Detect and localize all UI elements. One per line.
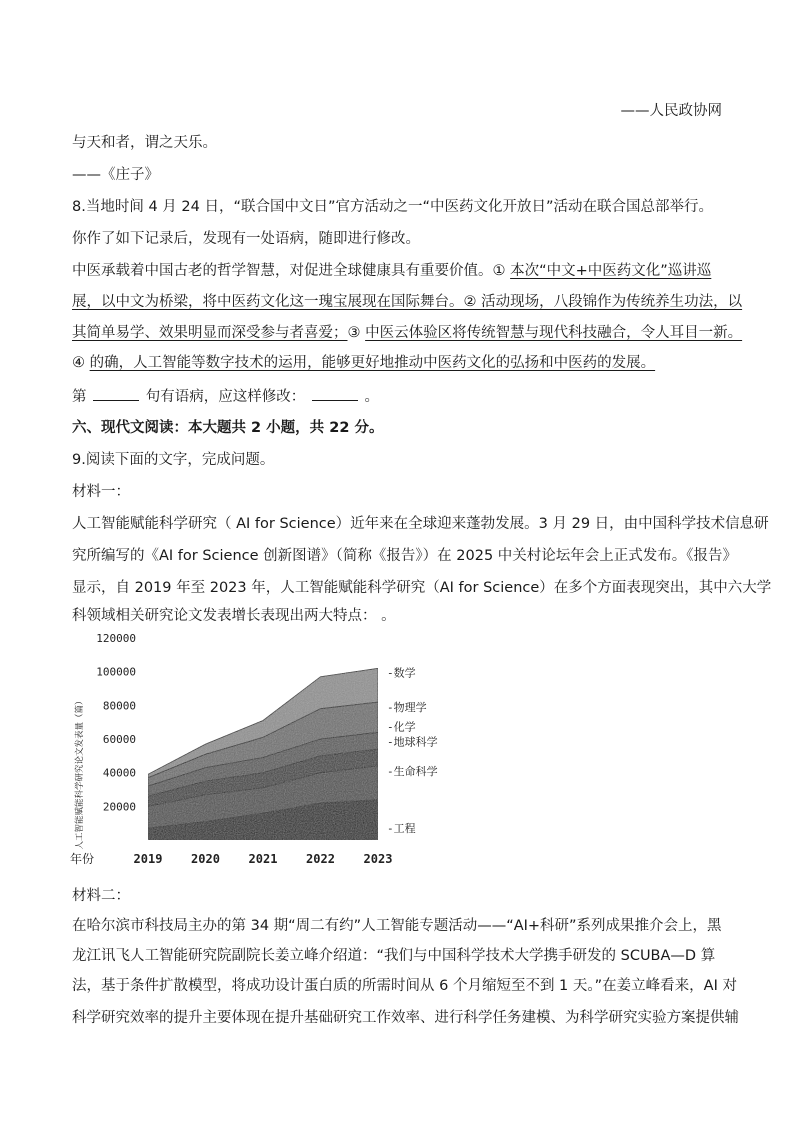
q8-p3-plain: ③	[347, 325, 366, 341]
series-label-地球科学: -地球科学	[387, 735, 438, 749]
material-2-line-4: 科学研究效率的提升主要体现在提升基础研究工作效率、进行科学任务建模、为科学研究实验方案提供辅	[72, 1010, 739, 1026]
series-label-化学: -化学	[387, 720, 416, 734]
source-line: ——人民政协网	[620, 103, 722, 119]
q8-paragraph-line-4	[72, 353, 655, 373]
q8-intro-2: 你作了如下记录后，发现有一处语病，随即进行修改。	[72, 231, 420, 247]
x-tick-layer	[134, 852, 393, 866]
chart-svg	[60, 628, 460, 873]
q8-p3-underlined-a: 其简单易学、效果明显而深受参与者喜爱；	[72, 325, 348, 341]
y-tick-label: 60000	[102, 733, 136, 746]
material-2-line-2: 龙江讯飞人工智能研究院副院长姜立峰介绍道：“我们与中国科学技术大学携手研发的 SCUBA—D 算	[72, 948, 716, 964]
series-label-数学: -数学	[387, 666, 416, 680]
series-label-layer	[387, 665, 438, 835]
series-label-工程: -工程	[387, 821, 416, 835]
q8-p3-underlined-b: 中医云体验区将传统智慧与现代科技融合，令人耳目一新。	[365, 325, 743, 341]
series-label-物理学: -物理学	[387, 701, 427, 715]
material-1-line-2: 究所编写的《AI for Science 创新图谱》（简称《报告》）在 2025 中关村论坛年会上正式发布。《报告》	[72, 548, 738, 564]
material-2-label: 材料二：	[72, 888, 130, 904]
y-tick-label: 120000	[96, 632, 136, 645]
q8-answer-a: 第	[72, 389, 87, 405]
material-2-line-3: 法，基于条件扩散模型，将成功设计蛋白质的所需时间从 6 个月缩短至不到 1 天。”在姜立峰看来，AI 对	[72, 978, 737, 994]
q9-intro: 9.阅读下面的文字，完成问题。	[72, 452, 275, 468]
x-tick-label: 2020	[191, 852, 220, 866]
q8-paragraph-line-1	[72, 261, 711, 281]
stacked-area-chart	[60, 628, 460, 873]
series-label-生命科学: -生命科学	[387, 764, 438, 778]
x-tick-label: 2019	[133, 852, 163, 866]
y-tick-layer	[96, 632, 136, 813]
material-1-label: 材料一：	[72, 484, 130, 500]
q8-answer-c: 。	[364, 389, 379, 405]
material-1-line-4: 科领域相关研究论文发表增长表现出两大特点： 。	[72, 608, 396, 624]
y-tick-label: 20000	[102, 800, 136, 814]
y-tick-label: 40000	[102, 766, 136, 780]
y-axis-label: 人工智能赋能科学研究论文发表量（篇）	[75, 696, 85, 850]
q8-p4-underlined: 的确，人工智能等数字技术的运用，能够更好地推动中医药文化的弘扬和中医药的发展。	[89, 355, 656, 371]
q8-paragraph-line-3	[72, 323, 742, 343]
y-tick-label: 100000	[96, 665, 136, 679]
y-tick-label: 80000	[102, 699, 136, 713]
area-layer	[148, 668, 378, 840]
answer-blank-2[interactable]	[312, 386, 358, 401]
section-6-heading: 六、现代文阅读：本大题共 2 小题，共 22 分。	[72, 420, 384, 436]
q8-p4-plain: ④	[72, 355, 90, 371]
q8-intro-1: 8.当地时间 4 月 24 日，“联合国中文日”官方活动之一“中医药文化开放日”活动在联合国总部举行。	[72, 199, 713, 215]
q8-paragraph-line-2	[72, 292, 742, 312]
q8-answer-line	[72, 386, 379, 407]
quote-source: ——《庄子》	[72, 167, 159, 183]
x-tick-label: 2021	[248, 852, 278, 866]
q8-p2-underlined: 展，以中文为桥梁，将中医药文化这一瑰宝展现在国际舞台。② 活动现场，八段锦作为传统养生功法，以	[72, 294, 743, 310]
x-axis-label: 年份	[70, 852, 95, 866]
x-tick-label: 2022	[306, 852, 335, 866]
material-1-line-3: 显示，自 2019 年至 2023 年，人工智能赋能科学研究（AI for Science）在多个方面表现突出，其中六大学	[72, 580, 772, 596]
q8-p1-underlined: 本次“中文+中医药文化”巡讲巡	[510, 263, 712, 279]
quote-text: 与天和者，谓之天乐。	[72, 135, 217, 151]
x-tick-label: 2023	[363, 852, 393, 866]
material-2-line-1: 在哈尔滨市科技局主办的第 34 期“周二有约”人工智能专题活动——“AI+科研”系列成果推介会上，黑	[72, 918, 722, 934]
material-1-line-1: 人工智能赋能科学研究（ AI for Science）近年来在全球迎来蓬勃发展。3 月 29 日，由中国科学技术信息研	[72, 516, 769, 532]
answer-blank-1[interactable]	[93, 386, 139, 401]
q8-p1-plain: 中医承载着中国古老的哲学智慧，对促进全球健康具有重要价值。①	[72, 263, 511, 279]
q8-answer-b: 句有语病，应这样修改：	[145, 389, 306, 405]
